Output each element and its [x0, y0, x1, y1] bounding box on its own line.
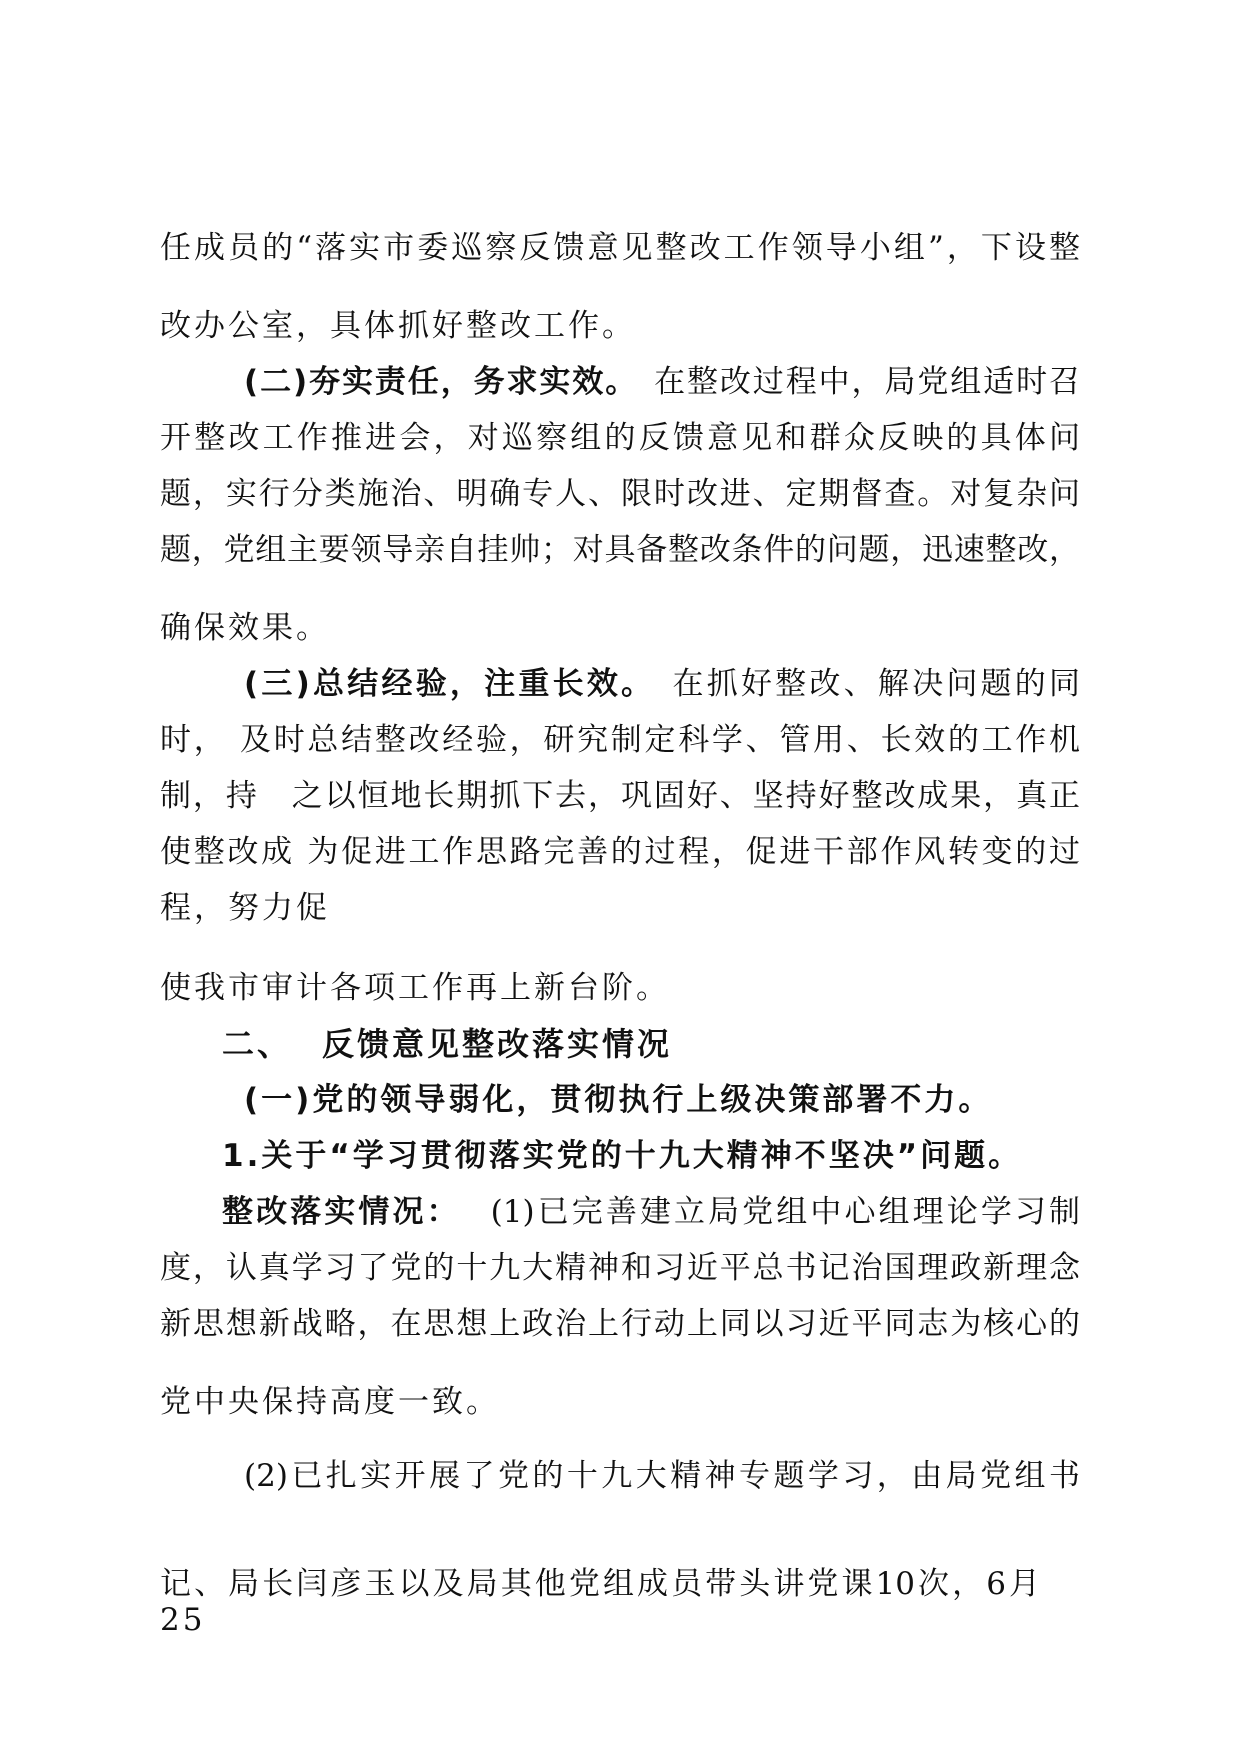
paragraph-line: 题，实行分类施治、明确专人、限时改进、定期督查。对复杂问	[160, 476, 1080, 512]
paragraph-line: 记、局长闫彦玉以及局其他党组成员带头讲党课10次，6月	[160, 1566, 1040, 1602]
section-heading: (三)总结经验，注重长效。	[244, 666, 656, 702]
paragraph-line: 题，党组主要领导亲自挂帅；对具备整改条件的问题，迅速整改，	[160, 532, 1080, 568]
paragraph-line: 时， 及时总结整改经验，研究制定科学、管用、长效的工作机	[160, 722, 1080, 758]
chapter-heading	[222, 1024, 1058, 1064]
paragraph-line: (2)已扎实开展了党的十九大精神专题学习，由局党组书	[244, 1458, 1080, 1494]
section-paragraph	[244, 664, 1080, 704]
paragraph-line: 确保效果。	[160, 610, 330, 646]
chapter-number: 二、	[222, 1025, 293, 1063]
section-paragraph	[244, 362, 1080, 402]
paragraph-line: 制，持 之以恒地长期抓下去，巩固好、坚持好整改成果，真正	[160, 778, 1080, 814]
paragraph-line: 使我市审计各项工作再上新台阶。	[160, 970, 670, 1006]
section-paragraph	[222, 1192, 1080, 1232]
paragraph-text: 在整改过程中，局党组适时召	[652, 364, 1080, 400]
paragraph-line: 改办公室，具体抓好整改工作。	[160, 308, 636, 344]
section-heading: (二)夯实责任，务求实效。	[244, 364, 639, 400]
paragraph-line: 度，认真学习了党的十九大精神和习近平总书记治国理政新理念	[160, 1250, 1080, 1286]
paragraph-line: 任成员的“落实市委巡察反馈意见整改工作领导小组”，下设整	[160, 230, 1080, 266]
chapter-title: 反馈意见整改落实情况	[322, 1025, 673, 1063]
paragraph-line: 新思想新战略，在思想上政治上行动上同以习近平同志为核心的	[160, 1306, 1080, 1342]
paragraph-line: 党中央保持高度一致。	[160, 1384, 500, 1420]
issue-heading: 1.关于“学习贯彻落实党的十九大精神不坚决”问题。	[222, 1138, 1023, 1174]
paragraph-line: 程，努力促	[160, 890, 330, 926]
paragraph-line: 开整改工作推进会，对巡察组的反馈意见和群众反映的具体问	[160, 420, 1080, 456]
subsection-heading: (一)党的领导弱化，贯彻执行上级决策部署不力。	[244, 1082, 993, 1118]
paragraph-line: 使整改成 为促进工作思路完善的过程，促进干部作风转变的过	[160, 834, 1080, 870]
paragraph-text: 在抓好整改、解决问题的同	[669, 666, 1080, 702]
paragraph-line: 25	[160, 1602, 206, 1638]
status-label: 整改落实情况：	[222, 1194, 461, 1230]
paragraph-text: (1)已完善建立局党组中心组理论学习制	[490, 1194, 1080, 1230]
